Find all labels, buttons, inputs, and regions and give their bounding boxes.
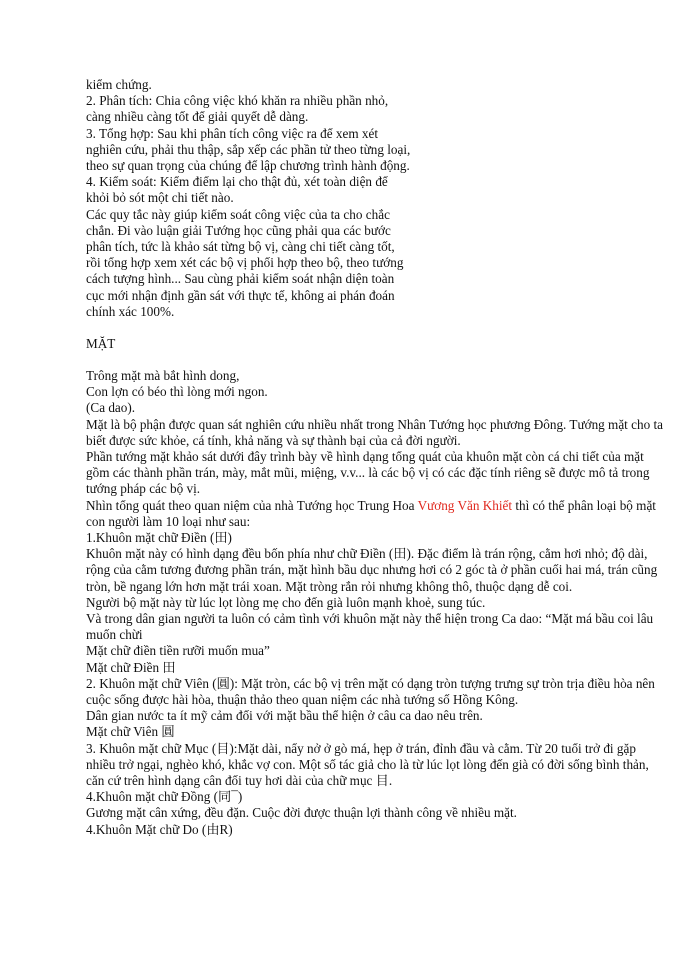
- item4-description: Gương mặt cân xứng, đều đặn. Cuộc đời được thuận lợi thành công về nhiều mặt.: [86, 805, 517, 821]
- intro-section: [86, 77, 666, 320]
- item4-title: 4.Khuôn mặt chữ Đồng (同¯): [86, 789, 243, 805]
- poem-line: Trông mặt mà bắt hình dong,: [86, 368, 240, 383]
- item1-paragraph: Người bộ mặt này từ lúc lọt lòng mẹ cho đến già luôn mạnh khoẻ, sung túc.: [86, 594, 486, 610]
- item1-title: 1.Khuôn mặt chữ Điền (田): [86, 530, 232, 546]
- text-line: rồi tổng hợp xem xét các bộ vị phối hợp theo bộ, theo tướng: [86, 255, 404, 271]
- paragraph-nhin-before: Nhìn tổng quát theo quan niệm của nhà Tướng học Trung Hoa: [86, 497, 418, 513]
- item4b-title: 4.Khuôn Mặt chữ Do (由R): [86, 821, 233, 837]
- paragraph-nhin-after: thì có thể phân loại bộ mặt con người làm 10 loại như sau:: [86, 497, 656, 529]
- text-line: chính xác 100%.: [86, 303, 175, 319]
- item2-description: 2. Khuôn mặt chữ Viên (圓): Mặt tròn, các bộ vị trên mặt có dạng tròn tượng trưng sự tròn trịa điều hòa nên cuộc sống được hài hòa, thuận thảo theo quan niệm các nhà tướng số Hồng Kông.: [86, 675, 655, 708]
- text-line: khỏi bỏ sót một chi tiết nào.: [86, 190, 234, 206]
- item1-ca-dao-line: Mặt chữ điền tiền rưỡi muốn mua”: [86, 643, 270, 659]
- text-line: cục mới nhận định gần sát với thực tế, không ai phán đoán: [86, 287, 395, 303]
- text-line: cách tượng hình... Sau cùng phải kiểm soát nhận diện toàn: [86, 271, 395, 287]
- text-line: 3. Tổng hợp: Sau khi phân tích công việc ra để xem xét: [86, 125, 379, 141]
- section-heading: [86, 336, 666, 352]
- text-line: chắn. Đi vào luận giải Tướng học cũng phải qua các bước: [86, 222, 391, 238]
- paragraph-mat: Mặt là bộ phận được quan sát nghiên cứu nhiều nhất trong Nhân Tướng học phương Đông. Tướng mặt cho ta biết được sức khỏe, cá tính, khả năng và sự thành bại của cả đời người.: [86, 416, 663, 448]
- text-line: càng nhiều càng tốt để giải quyết dễ dàng.: [86, 109, 309, 125]
- poem-line: (Ca dao).: [86, 400, 136, 416]
- text-line: 4. Kiểm soát: Kiểm điểm lại cho thật đủ, xét toàn diện để: [86, 174, 388, 190]
- text-line: nghiên cứu, phải thu thập, sắp xếp các phần tử theo từng loại,: [86, 141, 411, 157]
- item1-description: Khuôn mặt này có hình dạng đều bốn phía như chữ Điền (田). Đặc điểm là trán rộng, cằm hơi nhỏ; độ dài, rộng của cằm tương đương phần trán, mặt hình bầu dục nhưng hơi có 2 góc tà ở phần cuối hai má, trán cũng tròn, bề ngang lớn hơn mặt trái xoan. Mặt tròng rắn rỏi nhưng không thô, thuộc dạng dễ coi.: [86, 546, 658, 594]
- item3-description: 3. Khuôn mặt chữ Mục (目):Mặt dài, nẩy nở ở gò má, hẹp ở trán, đỉnh đầu và cằm. Từ 20 tuổi trở đi gặp nhiều trở ngại, nghèo khó, khắc vợ con. Một số tác giả cho là từ lúc lọt lòng đến già có đời sống bình thản, căn cứ trên hình dạng cân đối tuy hơi dài của chữ mục 目.: [86, 740, 649, 789]
- main-section: [86, 368, 666, 838]
- author-name: Vương Văn Khiết: [417, 497, 513, 513]
- text-line: phân tích, tức là khảo sát từng bộ vị, càng chi tiết càng tốt,: [86, 239, 395, 255]
- text-line: Các quy tắc này giúp kiểm soát công việc của ta cho chắc: [86, 206, 390, 222]
- paragraph-phan-tuong: Phần tướng mặt khảo sát dưới đây trình bày về hình dạng tổng quát của khuôn mặt còn cá chi tiết của mặt gồm các thành phần trán, mày, mắt mũi, miệng, v.v... là các bộ vị có các đặc tính riêng sẽ được mô tả trong tướng pháp các bộ vị.: [86, 449, 650, 497]
- item2-caption: Mặt chữ Viên 圓: [86, 724, 175, 740]
- item2-paragraph: Dân gian nước ta ít mỹ cảm đối với mặt bầu thể hiện ở câu ca dao nêu trên.: [86, 708, 483, 724]
- heading-mat: MẶT: [86, 336, 116, 351]
- text-line: 2. Phân tích: Chia công việc khó khăn ra nhiều phần nhỏ,: [86, 93, 389, 109]
- poem-line: Con lợn có béo thì lòng mới ngon.: [86, 384, 268, 400]
- paragraph-nhin-tong-quat: [86, 498, 666, 530]
- item1-ca-dao: Và trong dân gian người ta luôn có cảm tình với khuôn mặt này thể hiện trong Ca dao: “Mặt má bầu coi lâu muốn chừi: [86, 611, 654, 643]
- text-line: theo sự quan trọng của chúng để lập chương trình hành động.: [86, 158, 410, 174]
- item1-caption: Mặt chữ Điền 田: [86, 659, 176, 675]
- text-line: kiểm chứng.: [86, 77, 152, 92]
